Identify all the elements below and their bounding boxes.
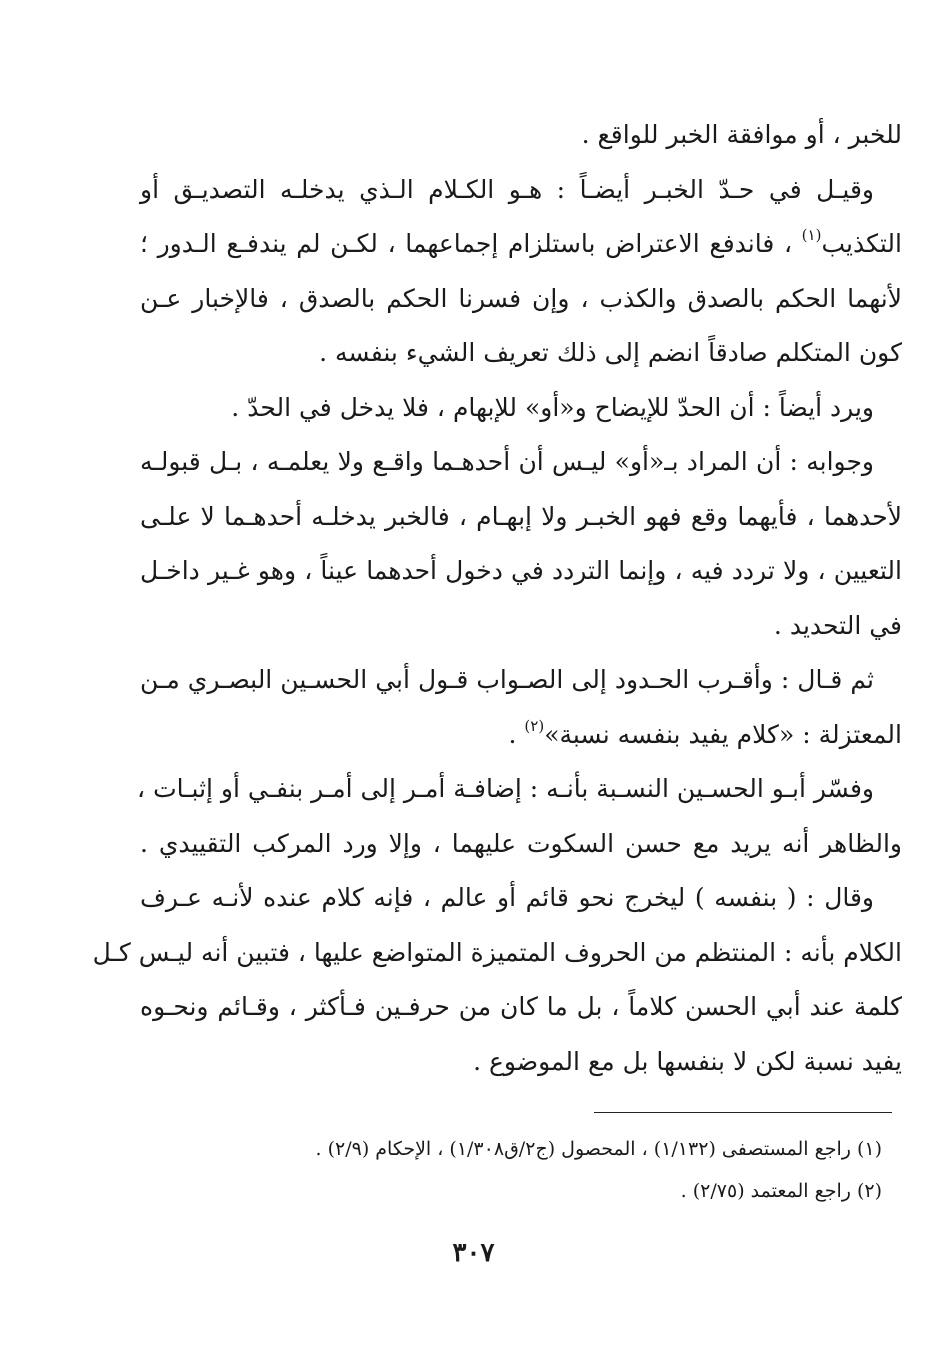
text-line: كون المتكلم صادقاً انضم إلى ذلك تعريف الشيء بنفسه . xyxy=(319,338,902,367)
text-line: ويرد أيضاً : أن الحدّ للإيضاح و«أو» للإبهام ، فلا يدخل في الحدّ . xyxy=(231,392,874,422)
text-fragment: ، فاندفع الاعتراض باستلزام إجماعهما ، لكـن لم يندفـع الـدور ؛ xyxy=(140,229,802,258)
text-line: التعيين ، ولا تردد فيه ، وإنما التردد في دخول أحدهما عيناً ، وهو غـير داخـل xyxy=(140,556,902,585)
text-fragment: التكذيب xyxy=(821,229,902,258)
text-line: وجوابه : أن المراد بـ«أو» ليـس أن أحدهـما واقـع ولا يعلمـه ، بـل قبولـه xyxy=(140,447,874,476)
footnote-item: (٢) راجع المعتمد (٢/٧٥) . xyxy=(680,1180,882,1202)
footnote-reference: (١) xyxy=(801,226,822,244)
text-line: كلمة عند أبي الحسن كلاماً ، بل ما كان من حرفـين فـأكثر ، وقـائم ونحـوه xyxy=(140,992,902,1021)
text-line: وفسّر أبـو الحسـين النسـبة بأنـه : إضافـة أمـر إلى أمـر بنفـي أو إثبـات ، xyxy=(137,774,874,803)
text-fragment: . xyxy=(508,719,525,749)
footnotes xyxy=(200,1128,882,1212)
text-line: للخبر ، أو موافقة الخبر للواقع . xyxy=(581,120,902,149)
text-line: يفيد نسبة لكن لا بنفسها بل مع الموضوع . xyxy=(473,1046,902,1076)
text-line: الكلام بأنه : المنتظم من الحروف المتميزة المتواضع عليها ، فتبين أنه ليـس كـل xyxy=(92,937,902,967)
text-line: ثم قـال : وأقـرب الحـدود إلى الصـواب قـول أبي الحسـين البصـري مـن xyxy=(140,665,874,694)
footnote-divider xyxy=(594,1112,892,1113)
footnote-reference: (٢) xyxy=(524,716,545,735)
text-line: في التحديد . xyxy=(773,610,902,640)
text-line: لأحدهما ، فأيهما وقع فهو الخبـر ولا إبهـام ، فالخبر يدخلـه أحدهـما لا علـى xyxy=(140,501,902,531)
text-line: لأنهما الحكم بالصدق والكذب ، وإن فسرنا الحكم بالصدق ، فالإخبار عـن xyxy=(140,283,902,313)
page-number: ٣٠٧ xyxy=(452,1238,495,1268)
text-line xyxy=(140,217,902,272)
text-line: والظاهر أنه يريد مع حسن السكوت عليهما ، وإلا ورد المركب التقييدي . xyxy=(140,828,902,858)
text-fragment: المعتزلة : «كلام يفيد بنفسه نسبة» xyxy=(544,719,902,749)
text-line xyxy=(140,708,902,763)
footnote-item: (١) راجع المستصفى (١/١٣٢) ، المحصول (ج٢/ق١/٣٠٨) ، الإحكام (٢/٩) . xyxy=(315,1138,882,1160)
text-line: وقيـل في حـدّ الخبـر أيضـاً : هـو الكـلام الـذي يدخلـه التصديـق أو xyxy=(140,174,874,204)
main-text xyxy=(92,108,902,1089)
text-line: وقال : ( بنفسه ) ليخرج نحو قائم أو عالم ، فإنه كلام عنده لأنـه عـرف xyxy=(140,883,874,912)
